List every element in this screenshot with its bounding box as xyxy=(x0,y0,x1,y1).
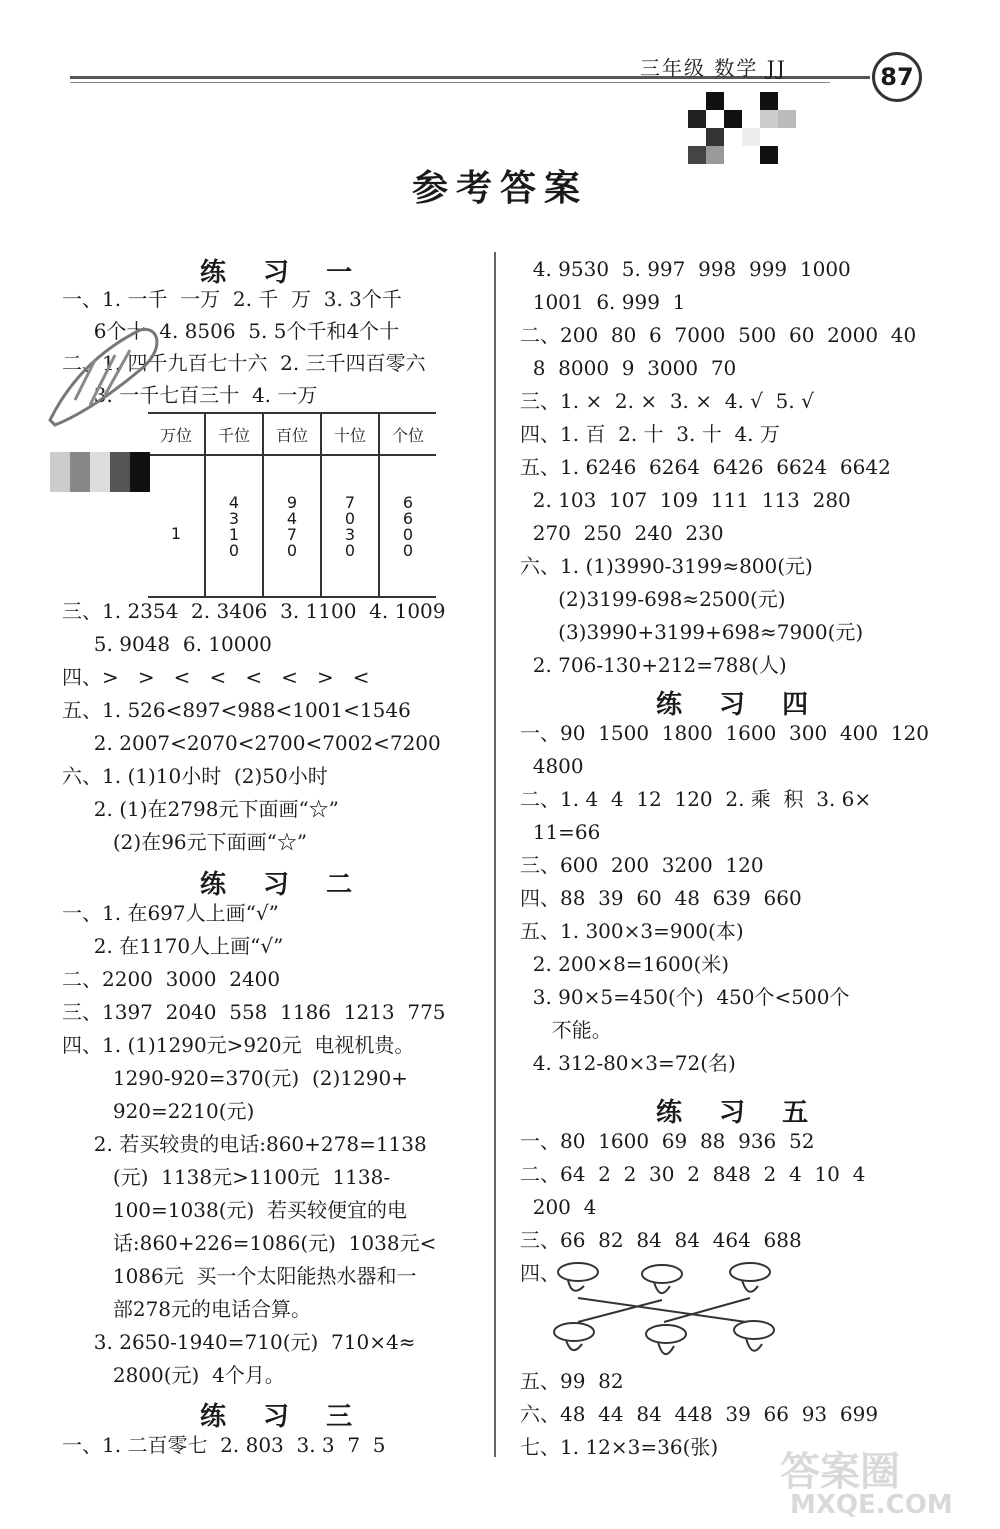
answer-line: 六、48 44 84 448 39 66 93 699 xyxy=(520,1402,879,1426)
answer-line: 2. 2007<2070<2700<7002<7200 xyxy=(62,731,441,755)
table-header: 千位 xyxy=(205,413,263,455)
table-cell: 0 xyxy=(228,541,240,560)
answer-line: (2)3199-698≈2500(元) xyxy=(520,587,786,611)
table-cell: 7 xyxy=(286,525,298,544)
answer-line: 5. 9048 6. 10000 xyxy=(62,632,272,656)
answer-line: 2. 103 107 109 111 113 280 xyxy=(520,488,851,512)
header-grade-subject: 三年级 数学 JJ xyxy=(640,56,787,80)
answer-line: 1290-920=370(元) (2)1290+ xyxy=(62,1066,408,1090)
answer-line: 五、1. 6246 6264 6426 6624 6642 xyxy=(520,455,891,479)
exercise-4-title: 练 习 四 xyxy=(656,690,823,720)
table-cell: 9 xyxy=(286,493,298,512)
answer-line: 三、66 82 84 84 464 688 xyxy=(520,1228,802,1252)
page-number: 87 xyxy=(872,52,922,102)
table-cell: 3 xyxy=(228,509,240,528)
answer-line: 三、1. × 2. × 3. × 4. √ 5. √ xyxy=(520,389,814,413)
answer-line: 1001 6. 999 1 xyxy=(520,290,686,314)
place-value-table xyxy=(148,412,436,598)
answer-line: 2. 在1170人上画“√” xyxy=(62,934,284,958)
matching-line-drawing xyxy=(550,1260,780,1370)
answer-line: 一、1. 二百零七 2. 803 3. 3 7 5 xyxy=(62,1433,386,1457)
answer-line: 四、> > < < < < > < xyxy=(62,665,370,689)
table-cell: 0 xyxy=(402,541,414,560)
exercise-3-title: 练 习 三 xyxy=(200,1402,367,1432)
table-cell: 6 xyxy=(402,509,414,528)
table-row xyxy=(148,455,436,597)
table-cell: 0 xyxy=(402,525,414,544)
answer-line: 2. 200×8=1600(米) xyxy=(520,952,730,976)
answer-line: 五、99 82 xyxy=(520,1369,624,1393)
table-cell: 1 xyxy=(228,525,240,544)
page-title: 参考答案 xyxy=(411,167,588,209)
table-cell: 0 xyxy=(286,541,298,560)
answer-line: 2800(元) 4个月。 xyxy=(62,1363,285,1387)
table-header: 个位 xyxy=(379,413,436,455)
answer-line: 二、1. 四千九百七十六 2. 三千四百零六 xyxy=(62,351,426,375)
answer-line: 话:860+226=1086(元) 1038元< xyxy=(62,1231,437,1255)
answer-line: 二、200 80 6 7000 500 60 2000 40 xyxy=(520,323,917,347)
column-divider xyxy=(494,252,496,1457)
answer-line: 一、1. 在697人上画“√” xyxy=(62,901,279,925)
answer-line: 二、64 2 2 30 2 848 2 4 10 4 xyxy=(520,1162,866,1186)
answer-line: 11=66 xyxy=(520,820,601,844)
answer-line: 二、2200 3000 2400 xyxy=(62,967,281,991)
answer-line: 2. 若买较贵的电话:860+278=1138 xyxy=(62,1132,427,1156)
watermark-url: MXQE.COM xyxy=(790,1490,953,1520)
answer-line: 3. 90×5=450(个) 450个<500个 xyxy=(520,985,850,1009)
answer-line: 8 8000 9 3000 70 xyxy=(520,356,737,380)
answer-line: 1086元 买一个太阳能热水器和一 xyxy=(62,1264,417,1288)
table-cell: 6 xyxy=(402,493,414,512)
answer-line: 三、600 200 3200 120 xyxy=(520,853,764,877)
answer-line: 200 4 xyxy=(520,1195,597,1219)
exercise-2-title: 练 习 二 xyxy=(200,870,367,900)
answer-line: 二、1. 4 4 12 120 2. 乘 积 3. 6× xyxy=(520,787,872,811)
answer-line: 六、1. (1)10小时 (2)50小时 xyxy=(62,764,328,788)
table-header: 十位 xyxy=(321,413,379,455)
answer-line: 一、80 1600 69 88 936 52 xyxy=(520,1129,815,1153)
answer-line: 五、1. 526<897<988<1001<1546 xyxy=(62,698,411,722)
watermark-logo: 答案圈 xyxy=(780,1449,900,1495)
answer-line: 六、1. (1)3990-3199≈800(元) xyxy=(520,554,813,578)
answer-line: 四、88 39 60 48 639 660 xyxy=(520,886,802,910)
answer-line: 一、1. 一千 一万 2. 千 万 3. 3个千 xyxy=(62,287,402,311)
table-cell: 1 xyxy=(170,523,182,543)
answer-line: 100=1038(元) 若买较便宜的电 xyxy=(62,1198,408,1222)
answer-line: 三、1. 2354 2. 3406 3. 1100 4. 1009 xyxy=(62,599,446,623)
answer-line: 四、1. (1)1290元>920元 电视机贵。 xyxy=(62,1033,415,1057)
answer-line: (3)3990+3199+698≈7900(元) xyxy=(520,620,864,644)
table-header: 百位 xyxy=(263,413,321,455)
answer-line: 2. (1)在2798元下面画“☆” xyxy=(62,797,339,821)
answer-line: (2)在96元下面画“☆” xyxy=(62,830,308,854)
table-header: 万位 xyxy=(159,425,192,445)
header-rule-thin xyxy=(70,82,830,83)
answer-line: 部278元的电话合算。 xyxy=(62,1297,312,1321)
answer-line: 2. 706-130+212=788(人) xyxy=(520,653,787,677)
answer-line: 五、1. 300×3=900(本) xyxy=(520,919,744,943)
answer-line: 三、1397 2040 558 1186 1213 775 xyxy=(62,1000,446,1024)
answer-line: 不能。 xyxy=(520,1018,612,1042)
answer-line: 3. 2650-1940=710(元) 710×4≈ xyxy=(62,1330,416,1354)
answer-line: 一、90 1500 1800 1600 300 400 120 xyxy=(520,721,929,745)
answer-line: 四、1. 百 2. 十 3. 十 4. 万 xyxy=(520,422,780,446)
table-cell: 4 xyxy=(286,509,298,528)
answer-line: 6个十 4. 8506 5. 5个千和4个十 xyxy=(62,319,400,343)
table-cell: 4 xyxy=(228,493,240,512)
answer-line: 3. 一千七百三十 4. 一万 xyxy=(62,383,318,407)
pixelated-image xyxy=(50,452,150,492)
answer-line: 七、1. 12×3=36(张) xyxy=(520,1435,719,1459)
answer-line: 4. 312-80×3=72(名) xyxy=(520,1051,736,1075)
answer-line: 4. 9530 5. 997 998 999 1000 xyxy=(520,257,851,281)
answer-line: 4800 xyxy=(520,754,584,778)
table-cell: 0 xyxy=(344,541,356,560)
exercise-5-title: 练 习 五 xyxy=(656,1098,823,1128)
table-cell: 7 xyxy=(344,493,356,512)
answer-line: 四、 xyxy=(520,1261,560,1285)
exercise-1-title: 练 习 一 xyxy=(200,258,367,288)
answer-line: 270 250 240 230 xyxy=(520,521,724,545)
answer-line: 920=2210(元) xyxy=(62,1099,255,1123)
table-cell: 0 xyxy=(344,509,356,528)
answer-line: (元) 1138元>1100元 1138- xyxy=(62,1165,391,1189)
table-cell: 3 xyxy=(344,525,356,544)
